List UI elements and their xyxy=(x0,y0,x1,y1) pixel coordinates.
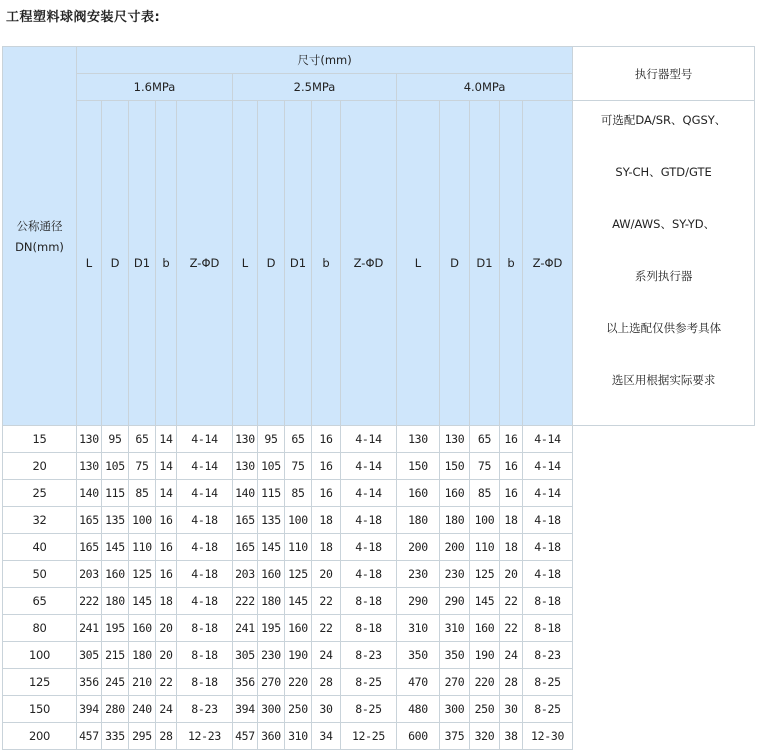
column-header-p40-1: D xyxy=(440,101,470,426)
column-header-p16-1: D xyxy=(102,101,129,426)
dimension-cell: 165 xyxy=(233,507,258,534)
dimension-cell: 210 xyxy=(129,669,156,696)
dn-cell: 50 xyxy=(3,561,77,588)
table-row xyxy=(3,588,755,615)
dimension-cell: 4-18 xyxy=(341,534,397,561)
dimension-cell: 125 xyxy=(129,561,156,588)
dimension-cell: 160 xyxy=(397,480,440,507)
dimension-cell: 165 xyxy=(77,534,102,561)
dimension-cell: 165 xyxy=(77,507,102,534)
dimension-cell: 150 xyxy=(440,453,470,480)
dimension-cell: 470 xyxy=(397,669,440,696)
actuator-header: 执行器型号 xyxy=(573,47,755,101)
dimension-cell: 16 xyxy=(156,507,177,534)
dimension-cell: 24 xyxy=(156,696,177,723)
dimension-cell: 130 xyxy=(233,426,258,453)
dimension-cell: 16 xyxy=(312,480,341,507)
dimension-cell: 150 xyxy=(397,453,440,480)
column-header-p25-1: D xyxy=(258,101,285,426)
dimension-cell: 20 xyxy=(156,642,177,669)
dimension-cell: 600 xyxy=(397,723,440,750)
dimension-cell: 4-14 xyxy=(341,480,397,507)
dimension-cell: 38 xyxy=(500,723,523,750)
dimension-cell: 75 xyxy=(285,453,312,480)
dimension-cell: 8-23 xyxy=(523,642,573,669)
dimension-cell: 4-18 xyxy=(177,534,233,561)
dimension-cell: 160 xyxy=(440,480,470,507)
column-header-p16-3: b xyxy=(156,101,177,426)
dimension-cell: 375 xyxy=(440,723,470,750)
dimension-cell: 250 xyxy=(470,696,500,723)
dimension-cell: 145 xyxy=(129,588,156,615)
dimension-cell: 16 xyxy=(312,426,341,453)
dimension-cell: 30 xyxy=(312,696,341,723)
dimension-cell: 4-18 xyxy=(523,534,573,561)
installation-dimension-table xyxy=(2,46,755,750)
dimension-cell: 8-18 xyxy=(177,669,233,696)
dn-cell: 200 xyxy=(3,723,77,750)
dn-cell: 150 xyxy=(3,696,77,723)
dimension-cell: 18 xyxy=(156,588,177,615)
dimension-cell: 12-30 xyxy=(523,723,573,750)
dimension-cell: 145 xyxy=(470,588,500,615)
dimension-cell: 270 xyxy=(258,669,285,696)
table-row xyxy=(3,453,755,480)
dimension-cell: 8-25 xyxy=(523,696,573,723)
dimension-cell: 160 xyxy=(258,561,285,588)
pressure-header-2-5: 2.5MPa xyxy=(233,74,397,101)
column-header-p40-2: D1 xyxy=(470,101,500,426)
dimension-cell: 8-18 xyxy=(523,615,573,642)
dimension-cell: 8-25 xyxy=(523,669,573,696)
pressure-header-1-6: 1.6MPa xyxy=(77,74,233,101)
dimension-cell: 16 xyxy=(312,453,341,480)
dimension-cell: 230 xyxy=(440,561,470,588)
dimension-cell: 360 xyxy=(258,723,285,750)
dimension-cell: 28 xyxy=(156,723,177,750)
dimension-cell: 18 xyxy=(500,507,523,534)
dimension-cell: 190 xyxy=(285,642,312,669)
dimension-cell: 160 xyxy=(470,615,500,642)
dimension-cell: 4-18 xyxy=(523,561,573,588)
dimension-cell: 8-18 xyxy=(341,615,397,642)
table-row xyxy=(3,480,755,507)
dimension-cell: 310 xyxy=(440,615,470,642)
dimension-cell: 220 xyxy=(285,669,312,696)
dimension-cell: 14 xyxy=(156,453,177,480)
column-header-p25-0: L xyxy=(233,101,258,426)
dimension-cell: 480 xyxy=(397,696,440,723)
table-row xyxy=(3,669,755,696)
dimension-cell: 190 xyxy=(470,642,500,669)
dimension-cell: 130 xyxy=(397,426,440,453)
dimension-cell: 230 xyxy=(397,561,440,588)
dimension-cell: 16 xyxy=(500,453,523,480)
dimension-cell: 135 xyxy=(102,507,129,534)
dimension-cell: 394 xyxy=(233,696,258,723)
dn-cell: 80 xyxy=(3,615,77,642)
dimension-cell: 145 xyxy=(258,534,285,561)
dimension-cell: 250 xyxy=(285,696,312,723)
column-header-p40-4: Z-ΦD xyxy=(523,101,573,426)
dimension-cell: 8-18 xyxy=(177,615,233,642)
dimension-cell: 34 xyxy=(312,723,341,750)
dimension-cell: 30 xyxy=(500,696,523,723)
dimension-cell: 160 xyxy=(129,615,156,642)
table-row xyxy=(3,642,755,669)
actuator-note: 以上选配仅供参考具体 xyxy=(606,321,722,335)
dimension-cell: 75 xyxy=(129,453,156,480)
dn-cell: 125 xyxy=(3,669,77,696)
dimension-cell: 4-18 xyxy=(177,507,233,534)
dimension-cell: 85 xyxy=(470,480,500,507)
dimension-cell: 22 xyxy=(312,615,341,642)
dimension-cell: 145 xyxy=(102,534,129,561)
dimension-cell: 75 xyxy=(470,453,500,480)
dimension-cell: 22 xyxy=(156,669,177,696)
dimension-cell: 4-14 xyxy=(177,480,233,507)
dn-header xyxy=(3,47,77,426)
column-header-p16-0: L xyxy=(77,101,102,426)
table-row xyxy=(3,723,755,750)
dn-cell: 25 xyxy=(3,480,77,507)
dimension-cell: 4-14 xyxy=(523,453,573,480)
dimension-cell: 65 xyxy=(470,426,500,453)
table-row xyxy=(3,696,755,723)
dn-cell: 65 xyxy=(3,588,77,615)
dimension-cell: 28 xyxy=(312,669,341,696)
dimension-cell: 270 xyxy=(440,669,470,696)
table-row xyxy=(3,561,755,588)
dimension-cell: 65 xyxy=(285,426,312,453)
pressure-header-4-0: 4.0MPa xyxy=(397,74,573,101)
dimension-cell: 16 xyxy=(500,480,523,507)
dimension-cell: 4-14 xyxy=(523,426,573,453)
dimension-cell: 203 xyxy=(77,561,102,588)
column-header-p40-3: b xyxy=(500,101,523,426)
dimension-cell: 125 xyxy=(470,561,500,588)
dn-header-line2: DN(mm) xyxy=(15,240,64,254)
actuator-note: 选区用根据实际要求 xyxy=(611,373,716,387)
dimension-cell: 100 xyxy=(285,507,312,534)
dimension-cell: 130 xyxy=(77,453,102,480)
dimension-cell: 222 xyxy=(233,588,258,615)
dimension-cell: 305 xyxy=(233,642,258,669)
dimension-cell: 140 xyxy=(233,480,258,507)
dimension-cell: 300 xyxy=(258,696,285,723)
dimension-cell: 305 xyxy=(77,642,102,669)
dimension-cell: 160 xyxy=(102,561,129,588)
dimension-cell: 280 xyxy=(102,696,129,723)
dimension-cell: 95 xyxy=(102,426,129,453)
dimension-cell: 105 xyxy=(102,453,129,480)
table-row xyxy=(3,426,755,453)
dimension-cell: 8-23 xyxy=(341,642,397,669)
dimension-cell: 100 xyxy=(129,507,156,534)
dimension-cell: 350 xyxy=(397,642,440,669)
dimension-cell: 110 xyxy=(470,534,500,561)
dimension-cell: 4-18 xyxy=(177,588,233,615)
dimension-cell: 22 xyxy=(500,615,523,642)
dimension-cell: 130 xyxy=(440,426,470,453)
dimension-cell: 241 xyxy=(233,615,258,642)
actuator-notes-list xyxy=(573,101,754,425)
dimension-cell: 12-23 xyxy=(177,723,233,750)
dimension-cell: 145 xyxy=(285,588,312,615)
dimension-cell: 4-14 xyxy=(177,426,233,453)
dimension-cell: 4-18 xyxy=(341,507,397,534)
size-header: 尺寸(mm) xyxy=(77,47,573,74)
dimension-cell: 18 xyxy=(312,534,341,561)
column-header-p16-2: D1 xyxy=(129,101,156,426)
dimension-cell: 20 xyxy=(312,561,341,588)
dimension-cell: 310 xyxy=(285,723,312,750)
column-header-p25-3: b xyxy=(312,101,341,426)
dimension-cell: 310 xyxy=(397,615,440,642)
dimension-cell: 240 xyxy=(129,696,156,723)
dimension-cell: 130 xyxy=(233,453,258,480)
dimension-cell: 180 xyxy=(129,642,156,669)
dn-header-line1: 公称通径 xyxy=(16,219,63,233)
dimension-cell: 85 xyxy=(129,480,156,507)
actuator-note: 可选配DA/SR、QGSY、 xyxy=(600,113,727,127)
dimension-cell: 203 xyxy=(233,561,258,588)
dimension-cell: 222 xyxy=(77,588,102,615)
dimension-cell: 195 xyxy=(102,615,129,642)
dn-cell: 15 xyxy=(3,426,77,453)
actuator-note: SY-CH、GTD/GTE xyxy=(615,165,712,179)
actuator-notes xyxy=(573,101,755,426)
table-row xyxy=(3,534,755,561)
dimension-cell: 14 xyxy=(156,426,177,453)
dimension-cell: 215 xyxy=(102,642,129,669)
dimension-cell: 18 xyxy=(312,507,341,534)
table-row xyxy=(3,507,755,534)
dimension-cell: 241 xyxy=(77,615,102,642)
dimension-cell: 4-14 xyxy=(341,453,397,480)
actuator-note: 系列执行器 xyxy=(634,269,693,283)
dimension-cell: 85 xyxy=(285,480,312,507)
dimension-cell: 220 xyxy=(470,669,500,696)
dimension-cell: 4-14 xyxy=(341,426,397,453)
dimension-cell: 18 xyxy=(500,534,523,561)
dimension-cell: 16 xyxy=(156,561,177,588)
dimension-cell: 245 xyxy=(102,669,129,696)
dimension-cell: 290 xyxy=(440,588,470,615)
dimension-cell: 14 xyxy=(156,480,177,507)
dn-cell: 100 xyxy=(3,642,77,669)
dimension-cell: 16 xyxy=(500,426,523,453)
dimension-cell: 8-18 xyxy=(177,642,233,669)
dimension-cell: 180 xyxy=(258,588,285,615)
dn-cell: 40 xyxy=(3,534,77,561)
dimension-cell: 335 xyxy=(102,723,129,750)
dn-cell: 32 xyxy=(3,507,77,534)
dimension-cell: 100 xyxy=(470,507,500,534)
dimension-cell: 165 xyxy=(233,534,258,561)
dimension-cell: 135 xyxy=(258,507,285,534)
dimension-cell: 4-14 xyxy=(523,480,573,507)
dimension-cell: 160 xyxy=(285,615,312,642)
dimension-cell: 200 xyxy=(440,534,470,561)
dimension-cell: 115 xyxy=(102,480,129,507)
dimension-cell: 350 xyxy=(440,642,470,669)
dn-cell: 20 xyxy=(3,453,77,480)
dimension-cell: 4-18 xyxy=(523,507,573,534)
dimension-cell: 356 xyxy=(77,669,102,696)
dimension-cell: 394 xyxy=(77,696,102,723)
dimension-cell: 8-18 xyxy=(341,588,397,615)
dimension-cell: 457 xyxy=(77,723,102,750)
dimension-cell: 180 xyxy=(102,588,129,615)
column-header-p16-4: Z-ΦD xyxy=(177,101,233,426)
column-header-p40-0: L xyxy=(397,101,440,426)
dimension-cell: 457 xyxy=(233,723,258,750)
dimension-cell: 95 xyxy=(258,426,285,453)
dimension-cell: 8-18 xyxy=(523,588,573,615)
column-header-p25-4: Z-ΦD xyxy=(341,101,397,426)
table-row xyxy=(3,615,755,642)
dimension-cell: 290 xyxy=(397,588,440,615)
dimension-cell: 300 xyxy=(440,696,470,723)
dimension-cell: 110 xyxy=(285,534,312,561)
dimension-cell: 105 xyxy=(258,453,285,480)
dimension-cell: 140 xyxy=(77,480,102,507)
dimension-cell: 20 xyxy=(156,615,177,642)
dimension-cell: 130 xyxy=(77,426,102,453)
dimension-cell: 195 xyxy=(258,615,285,642)
dimension-cell: 8-25 xyxy=(341,669,397,696)
dimension-cell: 16 xyxy=(156,534,177,561)
dimension-cell: 22 xyxy=(500,588,523,615)
dimension-cell: 4-14 xyxy=(177,453,233,480)
page-title: 工程塑料球阀安装尺寸表: xyxy=(6,10,161,25)
actuator-note: AW/AWS、SY-YD、 xyxy=(612,217,716,231)
dimension-cell: 4-18 xyxy=(177,561,233,588)
dimension-cell: 20 xyxy=(500,561,523,588)
dimension-cell: 24 xyxy=(312,642,341,669)
dimension-cell: 12-25 xyxy=(341,723,397,750)
dimension-cell: 8-25 xyxy=(341,696,397,723)
dimension-cell: 125 xyxy=(285,561,312,588)
column-header-p25-2: D1 xyxy=(285,101,312,426)
dimension-cell: 180 xyxy=(397,507,440,534)
dimension-cell: 230 xyxy=(258,642,285,669)
dimension-cell: 180 xyxy=(440,507,470,534)
dimension-cell: 24 xyxy=(500,642,523,669)
dimension-cell: 295 xyxy=(129,723,156,750)
dimension-cell: 4-18 xyxy=(341,561,397,588)
dimension-cell: 28 xyxy=(500,669,523,696)
dimension-cell: 200 xyxy=(397,534,440,561)
dimension-cell: 8-23 xyxy=(177,696,233,723)
dimension-cell: 320 xyxy=(470,723,500,750)
dimension-cell: 115 xyxy=(258,480,285,507)
dimension-cell: 356 xyxy=(233,669,258,696)
dimension-cell: 110 xyxy=(129,534,156,561)
dimension-cell: 65 xyxy=(129,426,156,453)
dimension-cell: 22 xyxy=(312,588,341,615)
